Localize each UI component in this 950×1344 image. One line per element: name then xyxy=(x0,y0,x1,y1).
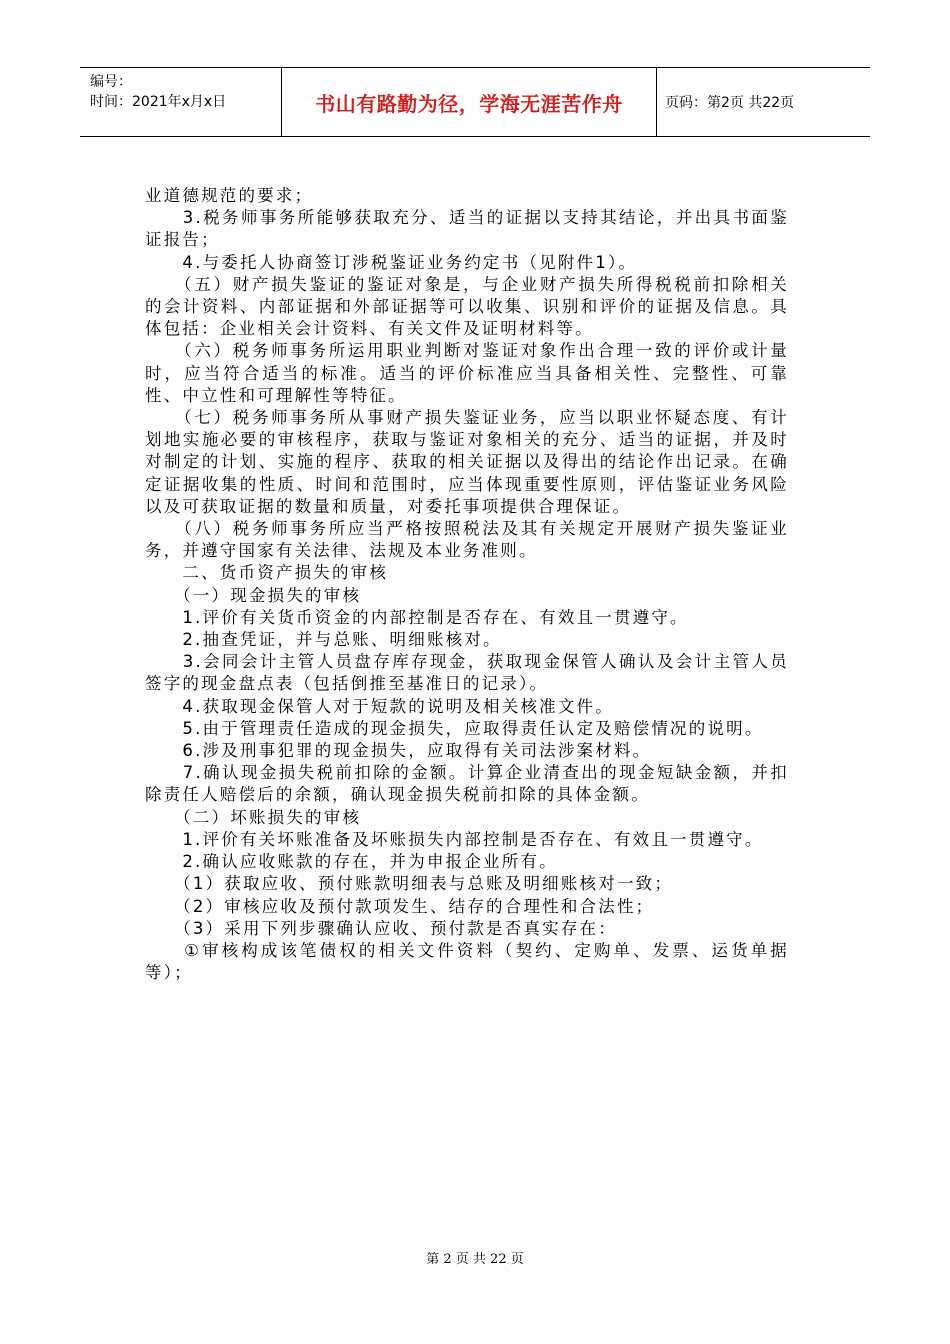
body-paragraph: （七）税务师事务所从事财产损失鉴证业务，应当以职业怀疑态度、有计划地实施必要的审核程序，获取与鉴证对象相关的充分、适当的证据，并及时对制定的计划、实施的程序、获取的相关证据以及得出的结论作出记录。在确定证据收集的性质、时间和范围时，应当体现重要性原则，评估鉴证业务风险以及可获取证据的数量和质量，对委托事项提供合理保证。 xyxy=(145,408,789,516)
document-body xyxy=(145,185,789,984)
body-paragraph: （六）税务师事务所运用职业判断对鉴证对象作出合理一致的评价或计量时，应当符合适当的标准。适当的评价标准应当具备相关性、完整性、可靠性、中立性和可理解性等特征。 xyxy=(145,341,789,405)
body-paragraph: （八）税务师事务所应当严格按照税法及其有关规定开展财产损失鉴证业务，并遵守国家有关法律、法规及本业务准则。 xyxy=(145,519,789,561)
body-paragraph: （1）获取应收、预付账款明细表与总账及明细账核对一致； xyxy=(145,874,674,894)
page-footer: 第 2 页 共 22 页 xyxy=(426,1252,524,1267)
body-paragraph: 业道德规范的要求； xyxy=(145,186,314,205)
body-paragraph: 1.评价有关坏账准备及坏账损失内部控制是否存在、有效且一贯遵守。 xyxy=(145,829,764,849)
body-paragraph: 4.获取现金保管人对于短款的说明及相关核准文件。 xyxy=(145,696,614,716)
header-page-number: 页码：第2页 共22页 xyxy=(665,95,795,111)
body-paragraph: （2）审核应收及预付款项发生、结存的合理性和合法性； xyxy=(145,896,655,916)
body-paragraph: 5.由于管理责任造成的现金损失，应取得责任认定及赔偿情况的说明。 xyxy=(145,718,764,738)
body-paragraph: （3）采用下列步骤确认应收、预付款是否真实存在： xyxy=(145,918,617,938)
body-paragraph: 4.与委托人协商签订涉税鉴证业务约定书（见附件1）。 xyxy=(145,252,638,272)
document-time-label: 时间：2021年x月x日 xyxy=(90,94,227,110)
header-meta xyxy=(80,68,282,136)
subsection-heading: （二）坏账损失的审核 xyxy=(145,807,362,827)
document-number-label: 编号： xyxy=(90,74,132,90)
subsection-heading: （一）现金损失的审核 xyxy=(145,585,362,605)
header-slogan: 书山有路勤为径，学海无涯苦作舟 xyxy=(282,68,657,136)
body-paragraph: 7.确认现金损失税前扣除的金额。计算企业清查出的现金短缺金额，并扣除责任人赔偿后的余额，确认现金损失税前扣除的具体金额。 xyxy=(145,763,789,805)
section-heading: 二、货币资产损失的审核 xyxy=(145,563,389,583)
body-paragraph: 6.涉及刑事犯罪的现金损失，应取得有关司法涉案材料。 xyxy=(145,741,652,761)
page-header xyxy=(80,67,870,137)
body-paragraph: 2.抽查凭证，并与总账、明细账核对。 xyxy=(145,630,502,650)
body-paragraph: 3.税务师事务所能够获取充分、适当的证据以支持其结论，并出具书面鉴证报告； xyxy=(145,208,789,250)
body-paragraph: （五）财产损失鉴证的鉴证对象是，与企业财产损失所得税税前扣除相关的会计资料、内部证据和外部证据等可以收集、识别和评价的证据及信息。具体包括：企业相关会计资料、有关文件及证明材料等。 xyxy=(145,274,789,339)
body-paragraph: 2.确认应收账款的存在，并为申报企业所有。 xyxy=(145,852,558,872)
body-paragraph: 3.会同会计主管人员盘存库存现金，获取现金保管人确认及会计主管人员签字的现金盘点表（包括倒推至基准日的记录）。 xyxy=(145,652,789,694)
body-paragraph: ①审核构成该笔债权的相关文件资料（契约、定购单、发票、运货单据等）； xyxy=(145,940,789,983)
body-paragraph: 1.评价有关货币资金的内部控制是否存在、有效且一贯遵守。 xyxy=(145,607,689,627)
